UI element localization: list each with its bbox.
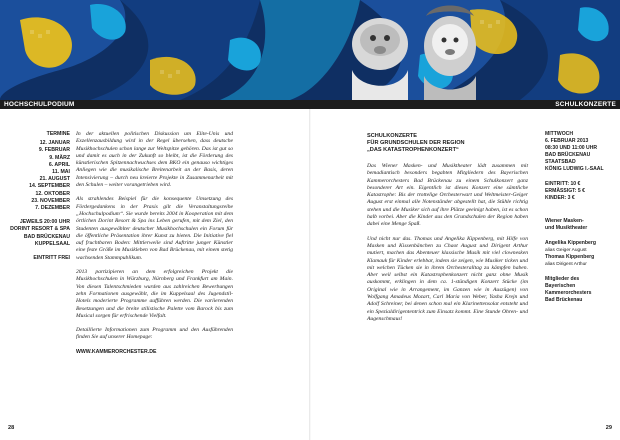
- date-item: 23. NOVEMBER: [31, 197, 70, 204]
- spacer: [545, 210, 615, 218]
- venue-line: KUPPELSAAL: [34, 240, 70, 247]
- date-item: 21. AUGUST: [39, 176, 70, 183]
- section-label-hochschulpodium: HOCHSCHULPODIUM: [4, 101, 75, 108]
- date-item: 9. MÄRZ: [49, 154, 70, 161]
- spacer: [545, 232, 615, 240]
- date-item: 7. DEZEMBER: [35, 205, 70, 212]
- body-paragraph: Als strahlendes Beispiel für die konsequente Umsetzung des Fördergedankens in der Praxis gilt die Veranstaltungsreihe „Hochschulpodium“. Sie wurde bereits 2004 in Kooperation mit dem örtlichen Dorint Resort & Spa ins Leben gerufen, mit dem Ziel, den Studenten ausgewählter deutscher Musikhochschulen ein Forum für die öffentliche Präsentation ihrer Kunst zu bieten. Die Initiative fiel auf fruchtbaren Boden: Mittlerweile sind Auftritte junger Künstler eine feste Größe im Musikleben von Bad Brückenau, mit einem stetig wachsenden Stammpublikum.: [76, 196, 233, 261]
- members-line: Mitglieder des: [545, 276, 580, 282]
- body-paragraph: Detaillierte Informationen zum Programm und den Ausführenden finden Sie auf unserer Homepage:: [76, 327, 233, 341]
- performer-role: alias Dirigent Arthur: [545, 262, 587, 267]
- venue-line: DORINT RESORT & SPA: [10, 226, 70, 233]
- spacer: [0, 248, 70, 255]
- body-paragraph: 2013 partizipieren an dem erfolgreichen Projekt die Musikhochschulen in Würzburg, Nürnberg und Frankfurt am Main. Von diesen Talentschmieden wurden aus zahlreichen Bewerbungen zehn Formationen ausgewählt, die im Kuppelsaal des Jugendstil-Hotels moderierte Programme aufführen werden. Die variierenden Besetzungen und die breite stilistische Palette vom Barock bis zum Musical sorgen für erfrischende Vielfalt.: [76, 269, 233, 319]
- date-item: 14. SEPTEMBER: [29, 183, 70, 190]
- date-line: MITTWOCH: [545, 131, 574, 137]
- date-item: 12. OKTOBER: [35, 190, 70, 197]
- page-number-right: 29: [605, 425, 612, 431]
- theater-line: und Musiktheater: [545, 225, 588, 231]
- performer-name: Thomas Kippenberg: [545, 254, 595, 260]
- spacer: [545, 268, 615, 276]
- section-bar: [0, 100, 620, 109]
- date-line: BAD BRÜCKENAU: [545, 152, 591, 158]
- body-paragraph: Das Wiener Masken- und Musiktheater lädt zusammen mit bemadiantisch besonders begabten Mitgliedern des Bayerischen Kammerorchesters Bad Brückenau zu einem Schulkonzert ganz besonderer Art ein. Eigentlich ist dieses Konzert eine sämtliche Katastrophe: Bis der trottelige Orchesterwart und Weltmeister-Geiger August erst einmal alle Notenständer abgestellt hat, die Stühle richtig stehen und die Musiker sich auf ihre Plätze geeinigt haben, ist es schon halb vorbei. Aber die Kinder aus den Grundschulen der Region haben dabei eine Menge Spaß.: [367, 163, 528, 228]
- date-line: 6. FEBRUAR 2013: [545, 138, 589, 144]
- schulkonzerte-text: [367, 163, 528, 330]
- termine-label: TERMINE: [46, 131, 70, 137]
- body-paragraph: Und nicht nur das. Thomas und Angelika Kippenberg, mit Hilfe von Masken und Kissenbänchen zu Chaot August und Dirigent Arthur mutiert, machen das Abenteuer klassische Musik mit viel clownesken Klamauk für Kinder erlebbar, indem sie zeigen, wie Musiker ticken und mit welchen Tücken sie in ihrem Orchesteralltag zu kämpfen haben. Aber weil selbst ein Katastrophenkonzert nicht ganz ohne Musik auskommt, erklingen in dem ca. 1-stündigen Konzert Stücke (im Original wie in Arrangement, im Ganzen wie in Auszügen) von Wolfgang Amadeus Mozart, Carl Maria von Weber, Yasha Krejn und Adolf Schreiner, bei denen schon mal ein Klarinettensolat entsteht und ein Spezialdirigententrick zum Einsatz kommt. Eine Stunde Ohren- und Augenschmaus!: [367, 235, 528, 322]
- page-number-left: 28: [8, 425, 15, 431]
- header-banner: [0, 0, 620, 100]
- spacer: [545, 173, 615, 181]
- price-line: EINTRITT: 10 €: [545, 181, 581, 187]
- date-item: 9. FEBRUAR: [38, 147, 70, 154]
- heading-line: „DAS KATASTROPHENKONZERT“: [367, 147, 459, 154]
- heading-line: SCHULKONZERTE: [367, 133, 418, 139]
- members-line: Kammerorchesters: [545, 290, 592, 296]
- performer-name: Angelika Kippenberg: [545, 240, 596, 246]
- date-item: 12. JANUAR: [39, 140, 70, 147]
- page-gutter: [309, 109, 311, 440]
- spacer: [0, 212, 70, 219]
- date-line: KÖNIG LUDWIG I.-SAAL: [545, 166, 604, 172]
- hochschulpodium-text: [76, 131, 233, 363]
- venue-line: BAD BRÜCKENAU: [23, 233, 70, 240]
- schulkonzerte-heading: [367, 133, 537, 155]
- body-paragraph: In der aktuellen politischen Diskussion um Elite-Unis und Exzellenzausbildung wird in der Regel übersehen, dass deutsche Musikhochschulen schon lange zur Weltspitze gehören. Das ist gut so und damit es auch in der Zukunft so bleibt, ist die Förderung des künstlerischen Spitzennachwuchses dem BKO ein genauso wichtiges Anliegen wie die musikalische Breitenarbeit an der Basis, deren Intensivierung – durch neu kreierte Projekte in Zusammenarbeit mit den Schulen – weiter vorangetrieben wird.: [76, 131, 233, 189]
- price-line: ERMÄSSIGT: 5 €: [545, 188, 585, 194]
- date-item: 6. APRIL: [48, 161, 70, 168]
- heading-line: FÜR GRUNDSCHULEN DER REGION: [367, 140, 465, 147]
- date-item: 11. MAI: [52, 169, 70, 176]
- website-link[interactable]: WWW.KAMMERORCHESTER.DE: [76, 348, 157, 355]
- termine-sidebar: [0, 131, 70, 262]
- spacer: [545, 202, 615, 210]
- members-line: Bad Brückenau: [545, 297, 583, 303]
- theater-line: Wiener Masken-: [545, 218, 584, 224]
- section-label-schulkonzerte: SCHULKONZERTE: [555, 101, 616, 108]
- konzert-info-sidebar: [545, 131, 615, 304]
- price-line: KINDER: 3 €: [545, 195, 575, 201]
- date-line: 08:30 UND 11:00 UHR: [545, 145, 598, 151]
- members-line: Bayerischen: [545, 283, 576, 289]
- performer-role: alias Geiger August: [545, 248, 587, 253]
- entry-info: EINTRITT FREI: [33, 255, 70, 262]
- date-line: STAATSBAD: [545, 159, 576, 165]
- venue-line: JEWEILS 20:00 UHR: [19, 219, 70, 226]
- banner-pattern: [0, 0, 620, 100]
